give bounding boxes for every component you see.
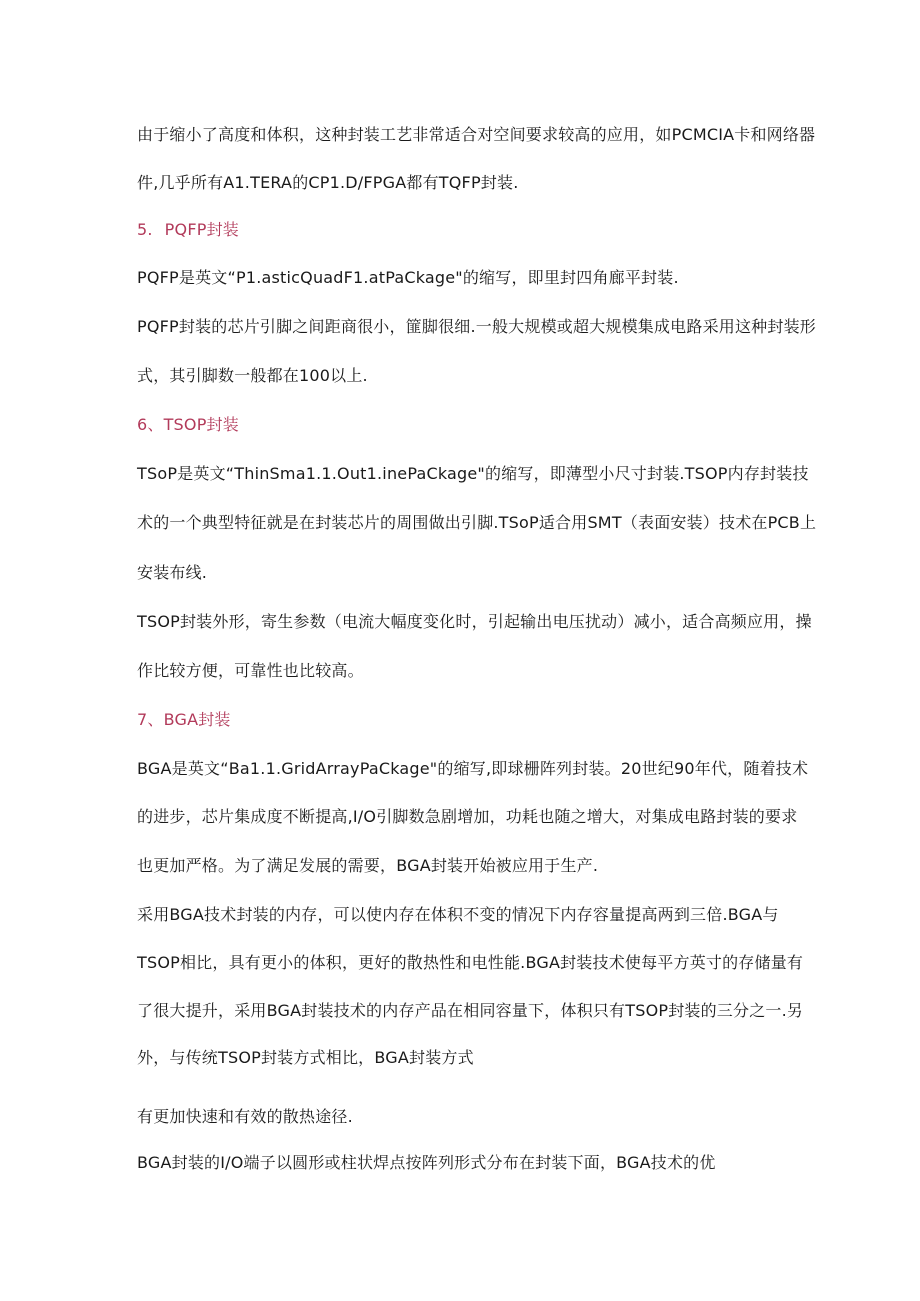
body-line: TSoP是英文“ThinSma1.1.Out1.inePaCkage"的缩写，即薄型小尺寸封装.TSOP内存封装技 <box>137 464 809 483</box>
body-line: 安装布线. <box>137 563 208 582</box>
body-line: BGA封装的I/O端子以圆形或柱状焊点按阵列形式分布在封装下面，BGA技术的优 <box>137 1153 716 1172</box>
body-line: TSOP封装外形，寄生参数（电流大幅度变化时，引起输出电压扰动）减小，适合高频应用，操 <box>137 612 812 631</box>
section-heading-bga: 7、BGA封装 <box>137 710 231 729</box>
section-number: 5. <box>137 220 153 239</box>
body-line: 作比较方便，可靠性也比较高。 <box>137 661 364 680</box>
body-line: 外，与传统TSOP封装方式相比，BGA封装方式 <box>137 1048 474 1067</box>
body-line: BGA是英文“Ba1.1.GridArrayPaCkage"的缩写,即球栅阵列封装。20世纪90年代，随着技术 <box>137 759 809 778</box>
body-line: 的进步，芯片集成度不断提高,I/O引脚数急剧增加，功耗也随之增大，对集成电路封装的要求 <box>137 807 798 826</box>
section-title: PQFP封装 <box>164 220 239 239</box>
section-heading-tsop: 6、TSOP封装 <box>137 415 239 434</box>
body-line: 术的一个典型特征就是在封装芯片的周围做出引脚.TSoP适合用SMT（表面安装）技术在PCB上 <box>137 513 817 532</box>
body-line: PQFP封装的芯片引脚之间距商很小，篚脚很细.一般大规模或超大规模集成电路采用这种封装形 <box>137 317 816 336</box>
body-line: 采用BGA技术封装的内存，可以使内存在体积不变的情况下内存容量提高两到三倍.BGA与 <box>137 905 779 924</box>
body-line: 有更加快速和有效的散热途径. <box>137 1107 353 1126</box>
body-line: TSOP相比，具有更小的体积，更好的散热性和电性能.BGA封装技术使每平方英寸的存储量有 <box>137 953 804 972</box>
body-line: 也更加严格。为了满足发展的需要，BGA封装开始被应用于生产. <box>137 856 599 875</box>
body-line: PQFP是英文“P1.asticQuadF1.atPaCkage"的缩写，即里封四角廊平封装. <box>137 268 679 287</box>
body-line: 了很大提升，采用BGA封装技术的内存产品在相同容量下，体积只有TSOP封装的三分之一.另 <box>137 1001 804 1020</box>
body-line: 由于缩小了高度和体积，这种封装工艺非常适合对空间要求较高的应用，如PCMCIA卡和网络器 <box>137 125 816 144</box>
body-line: 式，其引脚数一般都在100以上. <box>137 366 368 385</box>
body-line: 件,几乎所有A1.TERA的CP1.D/FPGA都有TQFP封装. <box>137 173 519 192</box>
section-heading-pqfp <box>137 219 797 241</box>
